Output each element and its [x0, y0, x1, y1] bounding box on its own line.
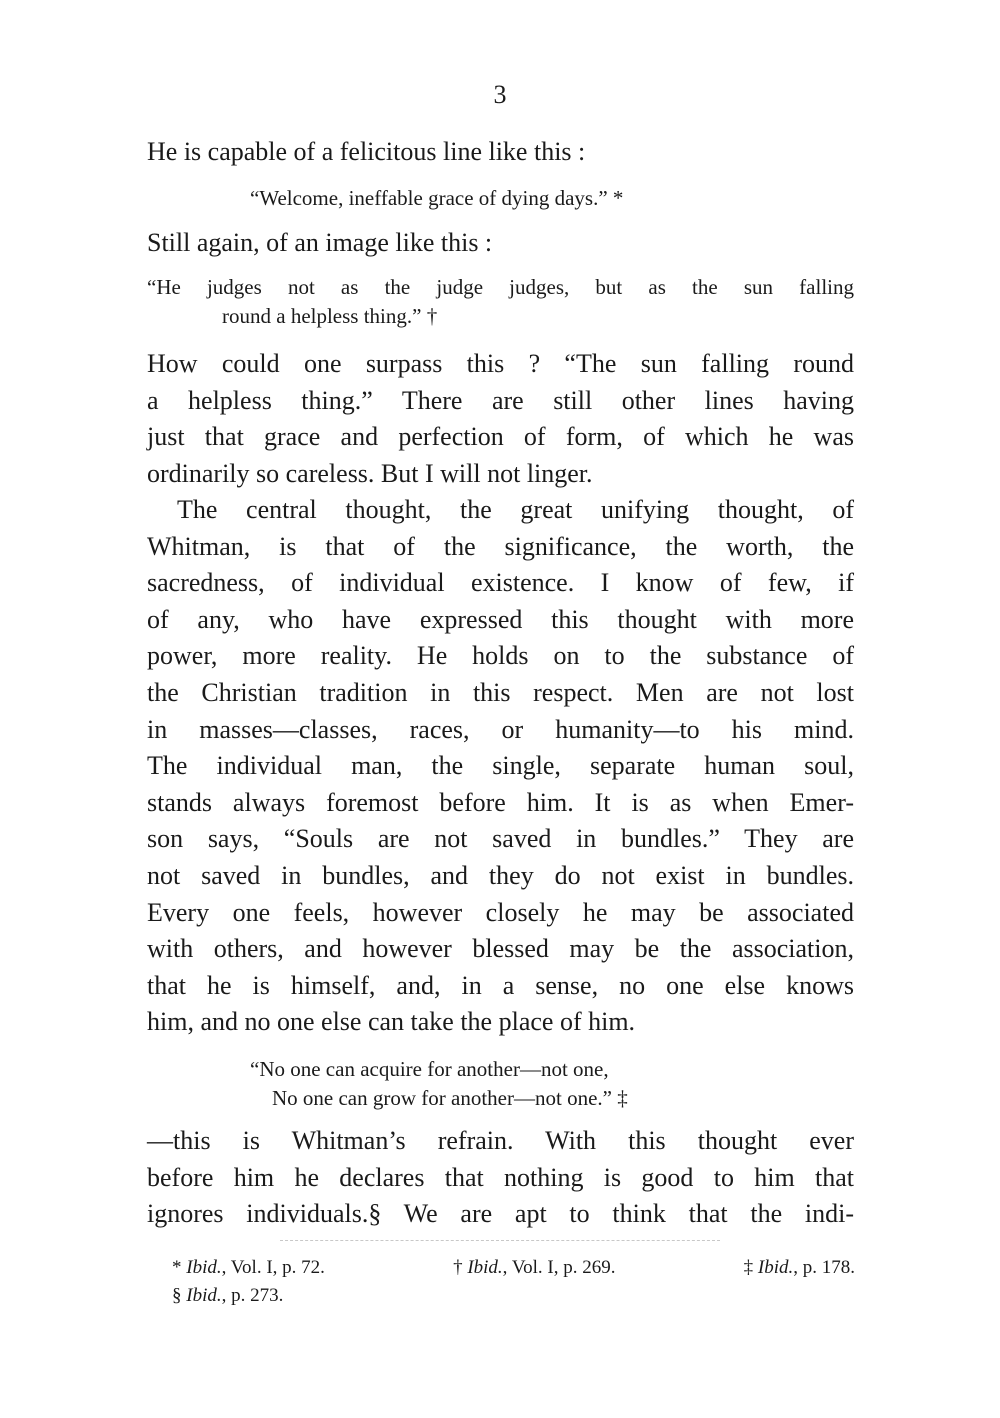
paragraph-1: [147, 346, 854, 492]
footnote-1: * Ibid., Vol. I, p. 72.: [172, 1257, 325, 1278]
paragraph-2-line: him, and no one else can take the place of him.: [147, 1007, 636, 1037]
paragraph-2-line: stands always foremost before him. It is as when Emer-: [147, 787, 854, 817]
quote-no-one: [250, 1055, 628, 1113]
footnote-2: † Ibid., Vol. I, p. 269.: [453, 1257, 616, 1278]
page-number: 3: [493, 80, 507, 109]
footnote-4: § Ibid., p. 273.: [172, 1285, 284, 1306]
paragraph-2-line: in masses—classes, races, or humanity—to his mind.: [147, 714, 854, 744]
footnotes: [172, 1254, 855, 1310]
paragraph-1-line: a helpless thing.” There are still other lines having: [147, 385, 854, 415]
paragraph-2-line: power, more reality. He holds on to the substance of: [147, 641, 854, 671]
paragraph-2-line: the Christian tradition in this respect. Men are not lost: [147, 677, 854, 707]
intro-line: He is capable of a felicitous line like this :: [147, 137, 586, 166]
quote-judges-line-1: “He judges not as the judge judges, but as the sun falling: [147, 275, 854, 299]
footnote-row: [172, 1254, 855, 1282]
paragraph-3-line: —this is Whitman’s refrain. With this thought ever: [147, 1126, 854, 1155]
paragraph-3-line: ignores individuals.§ We are apt to think that the indi-: [147, 1199, 854, 1229]
paragraph-2-line: not saved in bundles, and they do not exist in bundles.: [147, 860, 854, 890]
paragraph-2-line: son says, “Souls are not saved in bundles.” They are: [147, 824, 854, 854]
paragraph-1-line: ordinarily so careless. But I will not linger.: [147, 458, 593, 488]
paragraph-2-line: with others, and however blessed may be the association,: [147, 934, 854, 964]
paragraph-1-line: How could one surpass this ? “The sun falling round: [147, 349, 854, 378]
paragraph-2-line: The individual man, the single, separate human soul,: [147, 751, 854, 781]
quote-judges-line-2: round a helpless thing.” †: [222, 304, 438, 328]
paragraph-1-line: just that grace and perfection of form, of which he was: [147, 422, 854, 452]
quote-no-one-line-2: No one can grow for another—not one.” ‡: [272, 1086, 628, 1110]
quote-welcome: “Welcome, ineffable grace of dying days.” *: [250, 186, 624, 210]
paragraph-2: [147, 492, 854, 1041]
footnote-rule: [280, 1240, 720, 1241]
paragraph-3-line: before him he declares that nothing is good to him that: [147, 1162, 854, 1192]
quote-no-one-line-1: “No one can acquire for another—not one,: [250, 1057, 609, 1081]
paragraph-2-line: that he is himself, and, in a sense, no one else knows: [147, 970, 854, 1000]
intro-line-2: Still again, of an image like this :: [147, 228, 493, 257]
quote-judges: [147, 273, 854, 331]
footnote-3: ‡ Ibid., p. 178.: [743, 1257, 855, 1278]
paragraph-2-line: Every one feels, however closely he may be associated: [147, 897, 854, 927]
paragraph-3: [147, 1123, 854, 1233]
paragraph-2-line: sacredness, of individual existence. I know of few, if: [147, 568, 854, 598]
paragraph-2-line: of any, who have expressed this thought with more: [147, 604, 854, 634]
paragraph-2-line: The central thought, the great unifying thought, of: [177, 495, 854, 524]
paragraph-2-line: Whitman, is that of the significance, the worth, the: [147, 531, 854, 561]
